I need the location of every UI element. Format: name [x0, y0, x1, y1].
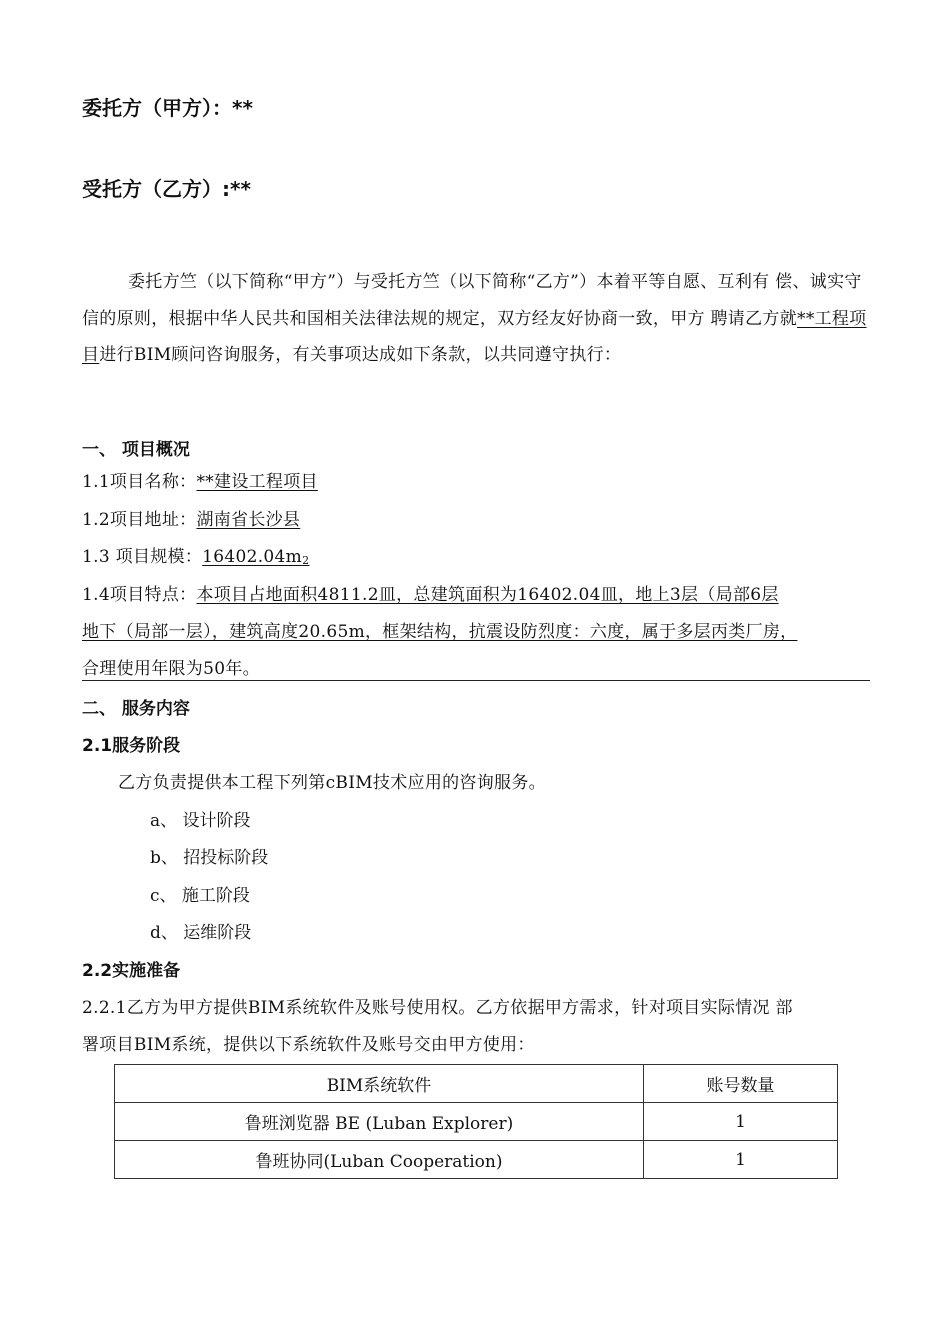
service-stage-subtitle: 2.1服务阶段: [82, 736, 181, 756]
project-scale-line: [82, 542, 309, 567]
project-address-label: 1.2项目地址：: [82, 510, 197, 530]
implementation-text-line2: 署项目BIM系统，提供以下系统软件及账号交由甲方使用：: [82, 1035, 535, 1055]
table-row: [115, 1103, 838, 1141]
intro-text-part1: 委托方竺（以下简称“甲方”）与受托方竺（以下简称“乙方”）本着平等自愿、互利有 偿、诚实守信的原则，根据中华人民共和国相关法律法规的规定，双方经友好协商一致，甲方 聘请乙方就: [82, 272, 862, 329]
project-name-value: **建设工程项目: [196, 472, 318, 492]
table-header-row: [115, 1065, 838, 1103]
project-name-label: 1.1项目名称：: [82, 472, 197, 492]
project-scale-number: 16402.04m: [202, 547, 303, 567]
table-cell-software: 鲁班协同(Luban Cooperation): [115, 1141, 644, 1179]
table-header-software: BIM系统软件: [115, 1065, 644, 1103]
project-scale-value: [202, 547, 309, 567]
section1-title: 一、 项目概况: [82, 440, 190, 460]
project-scale-label: 1.3 项目规模：: [82, 547, 203, 567]
section-divider: [82, 680, 870, 681]
project-name-line: [82, 467, 318, 492]
client-party-heading: 委托方（甲方）：**: [82, 96, 253, 120]
project-name-link: **工程项目: [82, 308, 867, 365]
table-cell-count: 1: [644, 1103, 838, 1141]
section2-title: 二、 服务内容: [82, 699, 190, 719]
project-feature-line2: 地下（局部一层），建筑高度20.65m，框架结构，抗震设防烈度：六度，属于多层丙类厂房，: [82, 622, 798, 642]
table-cell-count: 1: [644, 1141, 838, 1179]
project-address-value: 湖南省长沙县: [196, 510, 301, 530]
stage-item-construction: c、 施工阶段: [150, 886, 250, 906]
stage-item-operation: d、 运维阶段: [150, 923, 252, 943]
service-stage-intro: 乙方负责提供本工程下列第cBIM技术应用的咨询服务。: [118, 773, 546, 793]
project-feature-line3: 合理使用年限为50年。: [82, 659, 260, 679]
table-cell-software: 鲁班浏览器 BE (Luban Explorer): [115, 1103, 644, 1141]
stage-item-bidding: b、 招投标阶段: [150, 848, 269, 868]
intro-paragraph: [82, 264, 872, 374]
project-address-line: [82, 505, 300, 530]
contractor-party-heading: 受托方（乙方）:**: [82, 177, 251, 201]
project-feature-text1: 本项目占地面积4811.2皿，总建筑面积为16402.04皿，地上3层（局部6层: [196, 585, 779, 605]
intro-text-part2: 进行BIM顾问咨询服务，有关事项达成如下条款，以共同遵守执行：: [99, 345, 622, 365]
implementation-subtitle: 2.2实施准备: [82, 961, 181, 981]
stage-item-design: a、 设计阶段: [150, 811, 251, 831]
table-header-count: 账号数量: [644, 1065, 838, 1103]
software-account-table: [114, 1064, 838, 1179]
project-feature-line1: [82, 580, 779, 605]
table-row: [115, 1141, 838, 1179]
project-feature-label: 1.4项目特点：: [82, 585, 197, 605]
project-scale-unit: 2: [302, 554, 310, 567]
implementation-text-line1: 2.2.1乙方为甲方提供BIM系统软件及账号使用权。乙方依据甲方需求，针对项目实际情况 部: [82, 998, 793, 1018]
